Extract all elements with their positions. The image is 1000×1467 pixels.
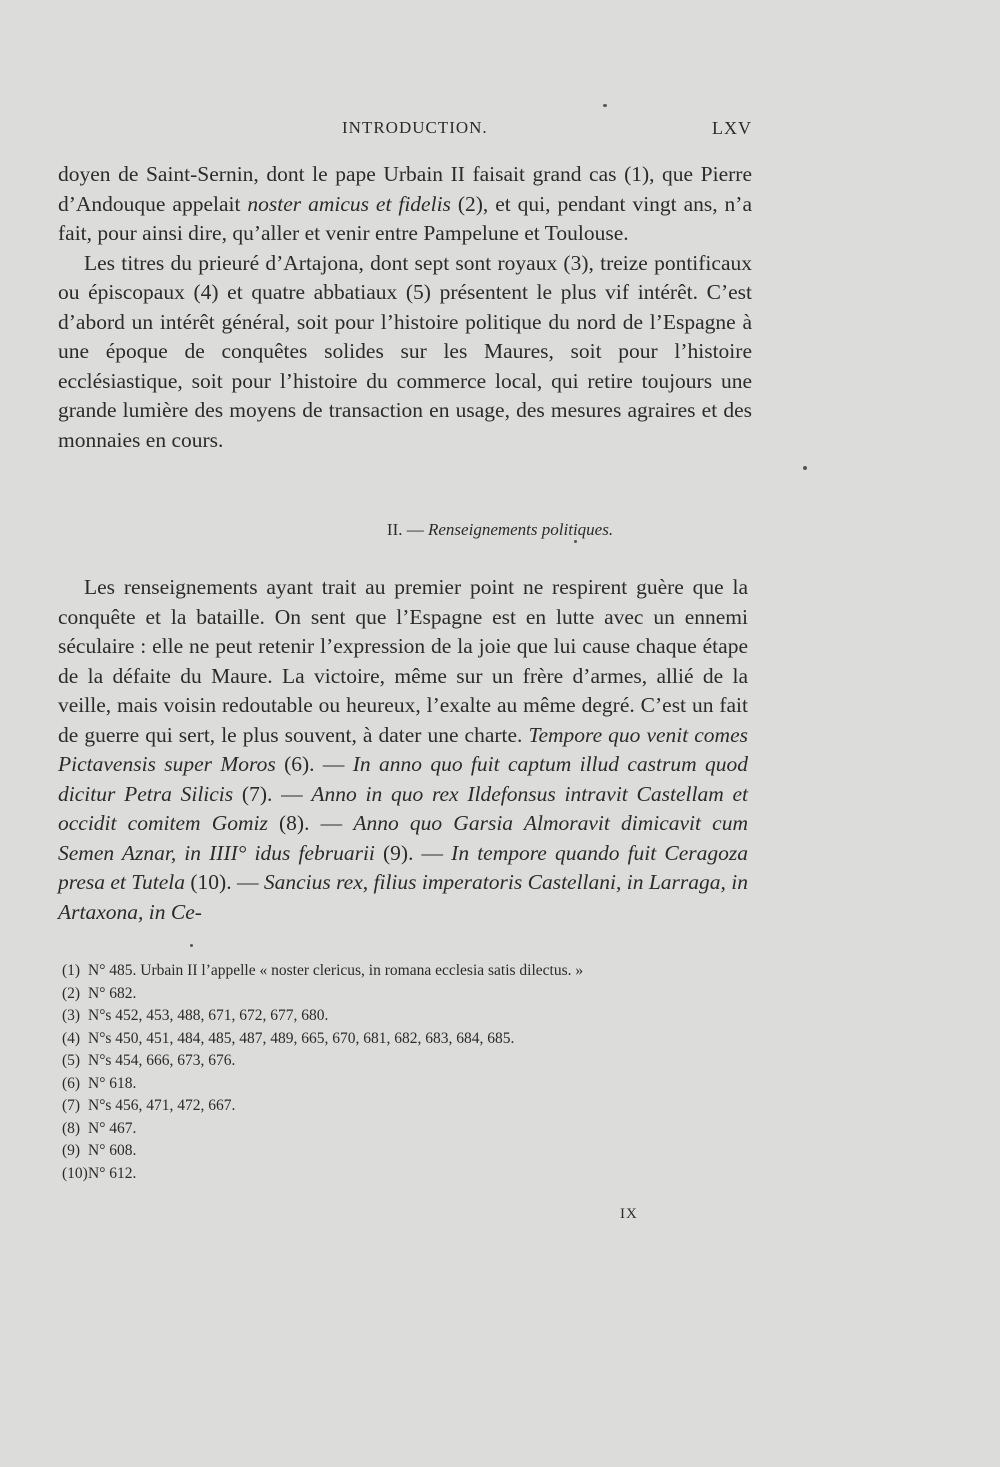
text-run: (9). —	[374, 840, 452, 865]
footnote-mark: (9)	[62, 1142, 81, 1159]
footnote-text: N° 682.	[88, 984, 137, 1002]
latin-quote: In anno quo fuit captum illud castrum quod dicitur Petra Silicis	[58, 752, 748, 806]
footnote-mark: (2)	[62, 984, 81, 1002]
section-number: II. —	[386, 520, 428, 539]
footnote-mark: (3)	[62, 1007, 81, 1024]
text-run: (10). —	[185, 870, 264, 894]
footnote	[62, 983, 762, 1006]
latin-quote: Anno in quo rex Ildefonsus intravit Castellam et occidit comitem Gomiz	[58, 781, 748, 835]
body-text-top	[58, 160, 752, 455]
section-heading	[0, 520, 1000, 548]
text-run: (8). —	[267, 811, 354, 835]
footnote-text: N° 612.	[88, 1164, 137, 1182]
text-run: (6). —	[275, 752, 353, 776]
footnote	[62, 960, 762, 983]
footnote-mark: (8)	[62, 1119, 81, 1137]
footnote-text: N° 618.	[88, 1074, 137, 1092]
footnote	[62, 1095, 762, 1118]
text-run: (2), et qui, pendant vingt ans, n’a fait, pour ainsi dire, qu’aller et venir entre Pampelune et Toulouse.	[58, 191, 752, 245]
footnote	[62, 1050, 762, 1073]
footnote-text: N° 485. Urbain II l’appelle « noster clericus, in romana ecclesia satis dilectus. »	[88, 962, 584, 979]
footnote-mark: (5)	[62, 1052, 81, 1069]
footnote	[62, 1118, 762, 1141]
footnote	[62, 1073, 762, 1096]
latin-quote: In tempore quando fuit Ceragoza presa et Tutela	[58, 840, 748, 894]
text-run: Les renseignements ayant trait au premier point ne respirent guère que la conquête et la bataille. On sent que l’Espagne est en lutte avec un ennemi séculaire : elle ne peut retenir l’expression de la joie que lui cause chaque étape de la défaite du Maure. La victoire, même sur un frère d’armes, allié de la veille, mais voisin redoutable ou heureux, l’exalte au même degré. C’est un fait de guerre qui sert, le plus souvent, à dater une charte.	[58, 575, 748, 747]
text-run: (7). —	[233, 781, 312, 806]
paragraph-continuation	[58, 160, 752, 249]
body-text-bottom	[58, 573, 748, 927]
footnote-mark: (10)	[62, 1164, 88, 1182]
footnote-mark: (6)	[62, 1074, 81, 1092]
footnote-text: N°s 452, 453, 488, 671, 672, 677, 680.	[88, 1007, 329, 1024]
running-head-title: INTRODUCTION.	[342, 118, 488, 137]
footnote-mark: (4)	[62, 1029, 81, 1047]
section-title: Renseignements politiques.	[428, 520, 614, 539]
running-head	[0, 118, 1000, 148]
paragraph-artajona: Les titres du prieuré d’Artajona, dont sept sont royaux (3), treize pontificaux ou épiscopaux (4) et quatre abbatiaux (5) présentent le plus vif intérêt. C’est d’abord un intérêt général, soit pour l’histoire politique du nord de l’Espagne à une époque de conquêtes solides sur les Maures, soit pour l’histoire ecclésiastique, soit pour l’histoire du commerce local, qui retire toujours une grande lumière des moyens de transaction en usage, des mesures agraires et des monnaies en cours.	[58, 250, 752, 452]
latin-quote: Sancius rex, filius imperatoris Castellani, in Larraga, in Artaxona, in Ce-	[58, 870, 749, 924]
scan-speck	[803, 466, 807, 470]
signature-mark: IX	[620, 1206, 638, 1222]
text-run: doyen de Saint-Sernin, dont le pape Urbain II faisait grand cas (1), que Pierre d’Andouque appelait	[58, 162, 752, 216]
scan-speck	[190, 944, 193, 947]
footnote	[62, 1028, 762, 1051]
footnote	[62, 1163, 762, 1186]
latin-quote: Anno quo Garsia Almoravit dimicavit cum Semen Aznar, in IIII° idus februarii	[58, 811, 748, 865]
paragraph-renseignements	[58, 573, 748, 927]
footnote-text: N°s 456, 471, 472, 667.	[88, 1097, 236, 1114]
footnote-text: N°s 454, 666, 673, 676.	[88, 1052, 236, 1069]
latin-quote: Tempore quo venit comes Pictavensis super Moros	[58, 722, 748, 776]
page-number: LXV	[712, 118, 752, 138]
footnote	[62, 1005, 762, 1028]
footnotes	[62, 960, 762, 1185]
latin-quote: noster amicus et fidelis	[247, 191, 451, 216]
footnote	[62, 1140, 762, 1163]
scan-speck	[603, 104, 607, 107]
footnote-mark: (7)	[62, 1097, 81, 1114]
footnote-mark: (1)	[62, 962, 81, 979]
footnote-text: N° 467.	[88, 1119, 137, 1137]
footnote-text: N° 608.	[88, 1142, 137, 1159]
footnote-text: N°s 450, 451, 484, 485, 487, 489, 665, 670, 681, 682, 683, 684, 685.	[88, 1029, 515, 1047]
